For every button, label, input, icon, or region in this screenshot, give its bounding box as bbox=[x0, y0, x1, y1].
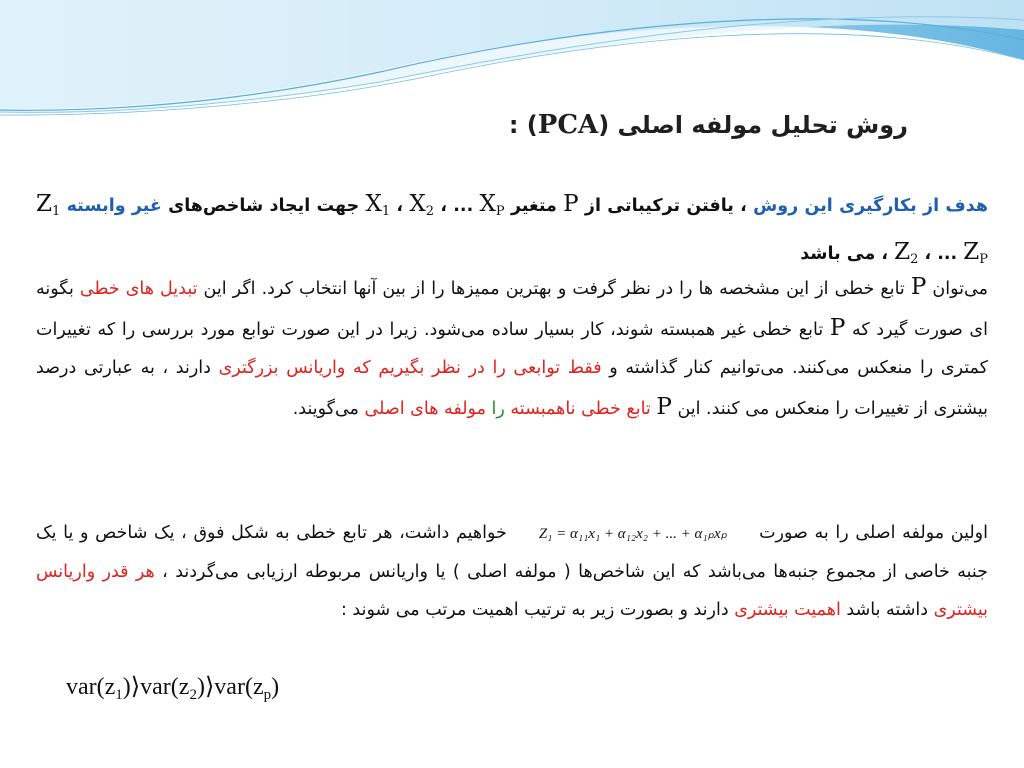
goal-p: P bbox=[563, 191, 579, 217]
goal-independent: غیر وابسته bbox=[66, 196, 162, 216]
paragraph-first-component bbox=[36, 514, 988, 629]
fc-text-4: دارند و بصورت زیر به ترتیب اهمیت مرتب می شوند : bbox=[340, 600, 735, 620]
goal-text-1: ، یافتن ترکیباتی از bbox=[578, 196, 754, 216]
goal-text-4: می باشد bbox=[800, 244, 882, 264]
var-zp: $Z_P$ bbox=[963, 239, 988, 267]
var-z2: $Z_2$ bbox=[894, 239, 919, 267]
lf-text-2: تابع خطی از این مشخصه ها را در نظر گرفت و بهترین ممیزها را از بین آنها انتخاب کرد. اگر این bbox=[197, 279, 911, 299]
first-component-equation: Z₁ = α₁₁x₁ + α₁₂x₂ + ... + α₁ₚxₚ bbox=[538, 526, 728, 542]
goal-text-3: جهت ایجاد شاخص‌های bbox=[161, 196, 366, 216]
lf-text-5: دارند ، به عبارتی درصد بیشتری از تغییرات را منعکس می کنند. این bbox=[36, 358, 988, 419]
slide-title bbox=[509, 110, 908, 140]
paragraph-goal bbox=[36, 184, 988, 280]
var-xp: $X_P$ bbox=[479, 191, 505, 219]
paragraph-linear-functions bbox=[36, 268, 988, 428]
goal-sep-4: ، ... bbox=[918, 244, 964, 264]
lf-text-4: تابع خطی غیر همبسته شوند، کار بسیار ساده می‌شود. زیرا در این صورت توابع مورد بررسی را که تغییرات کمتری را منعکس می‌کنند. می‌توانیم کنار گذاشته و bbox=[36, 319, 988, 378]
lf-p-2: P bbox=[829, 314, 846, 341]
lf-ra: را bbox=[485, 398, 511, 419]
title-latin: PCA bbox=[537, 110, 599, 140]
lf-text-1: می‌توان bbox=[926, 279, 988, 299]
fc-more-importance: اهمیت بیشتری bbox=[734, 600, 841, 620]
goal-sep-2: ، ... bbox=[434, 196, 480, 216]
var-z1: $Z_1$ bbox=[36, 191, 61, 219]
fc-text-2: خواهیم داشت، هر تابع خطی به شکل فوق ، یک شاخص و یا یک جنبه خاصی از مجموع جنبه‌ها می‌باشد که این شاخص‌ها ( مولفه اصلی ) یا واریانس مربوطه ارزیابی می‌گردند ، bbox=[36, 523, 988, 582]
goal-sep-1: ، bbox=[390, 196, 410, 216]
fc-text-1: اولین مولفه اصلی را به صورت bbox=[759, 523, 988, 543]
var-x1: $X_1$ bbox=[365, 191, 391, 219]
fc-more-variance: هر قدر واریانس بیشتری bbox=[36, 562, 988, 620]
lf-larger-variance: فقط توابعی را در نظر بگیریم که واریانس بزرگتری bbox=[218, 358, 602, 378]
title-prefix: روش تحلیل مولفه اصلی ( bbox=[598, 111, 908, 139]
var-x2: $X_2$ bbox=[409, 191, 435, 219]
lf-linear-transforms: تبدیل های خطی bbox=[79, 279, 198, 299]
lf-uncorrelated: تابع خطی ناهمبسته bbox=[510, 398, 651, 419]
variance-order-formula: $var(z_1)⟩var(z_2)⟩var(z_p)$ bbox=[66, 674, 280, 703]
goal-text-2: متغیر bbox=[504, 196, 564, 216]
title-suffix: ) : bbox=[508, 111, 538, 139]
lf-p-1: P bbox=[910, 274, 927, 300]
lf-text-3: بگونه ای صورت گیرد که bbox=[36, 279, 988, 340]
fc-text-3: داشته باشد bbox=[840, 600, 934, 620]
header-wave-decoration bbox=[0, 0, 1024, 120]
lf-principal-components: مولفه های اصلی bbox=[364, 398, 486, 419]
lf-p-3: P bbox=[656, 393, 672, 420]
goal-label: هدف از بکارگیری این روش bbox=[753, 196, 988, 216]
goal-sep-3: ، bbox=[881, 244, 895, 264]
lf-text-6: می‌گویند. bbox=[292, 398, 365, 419]
